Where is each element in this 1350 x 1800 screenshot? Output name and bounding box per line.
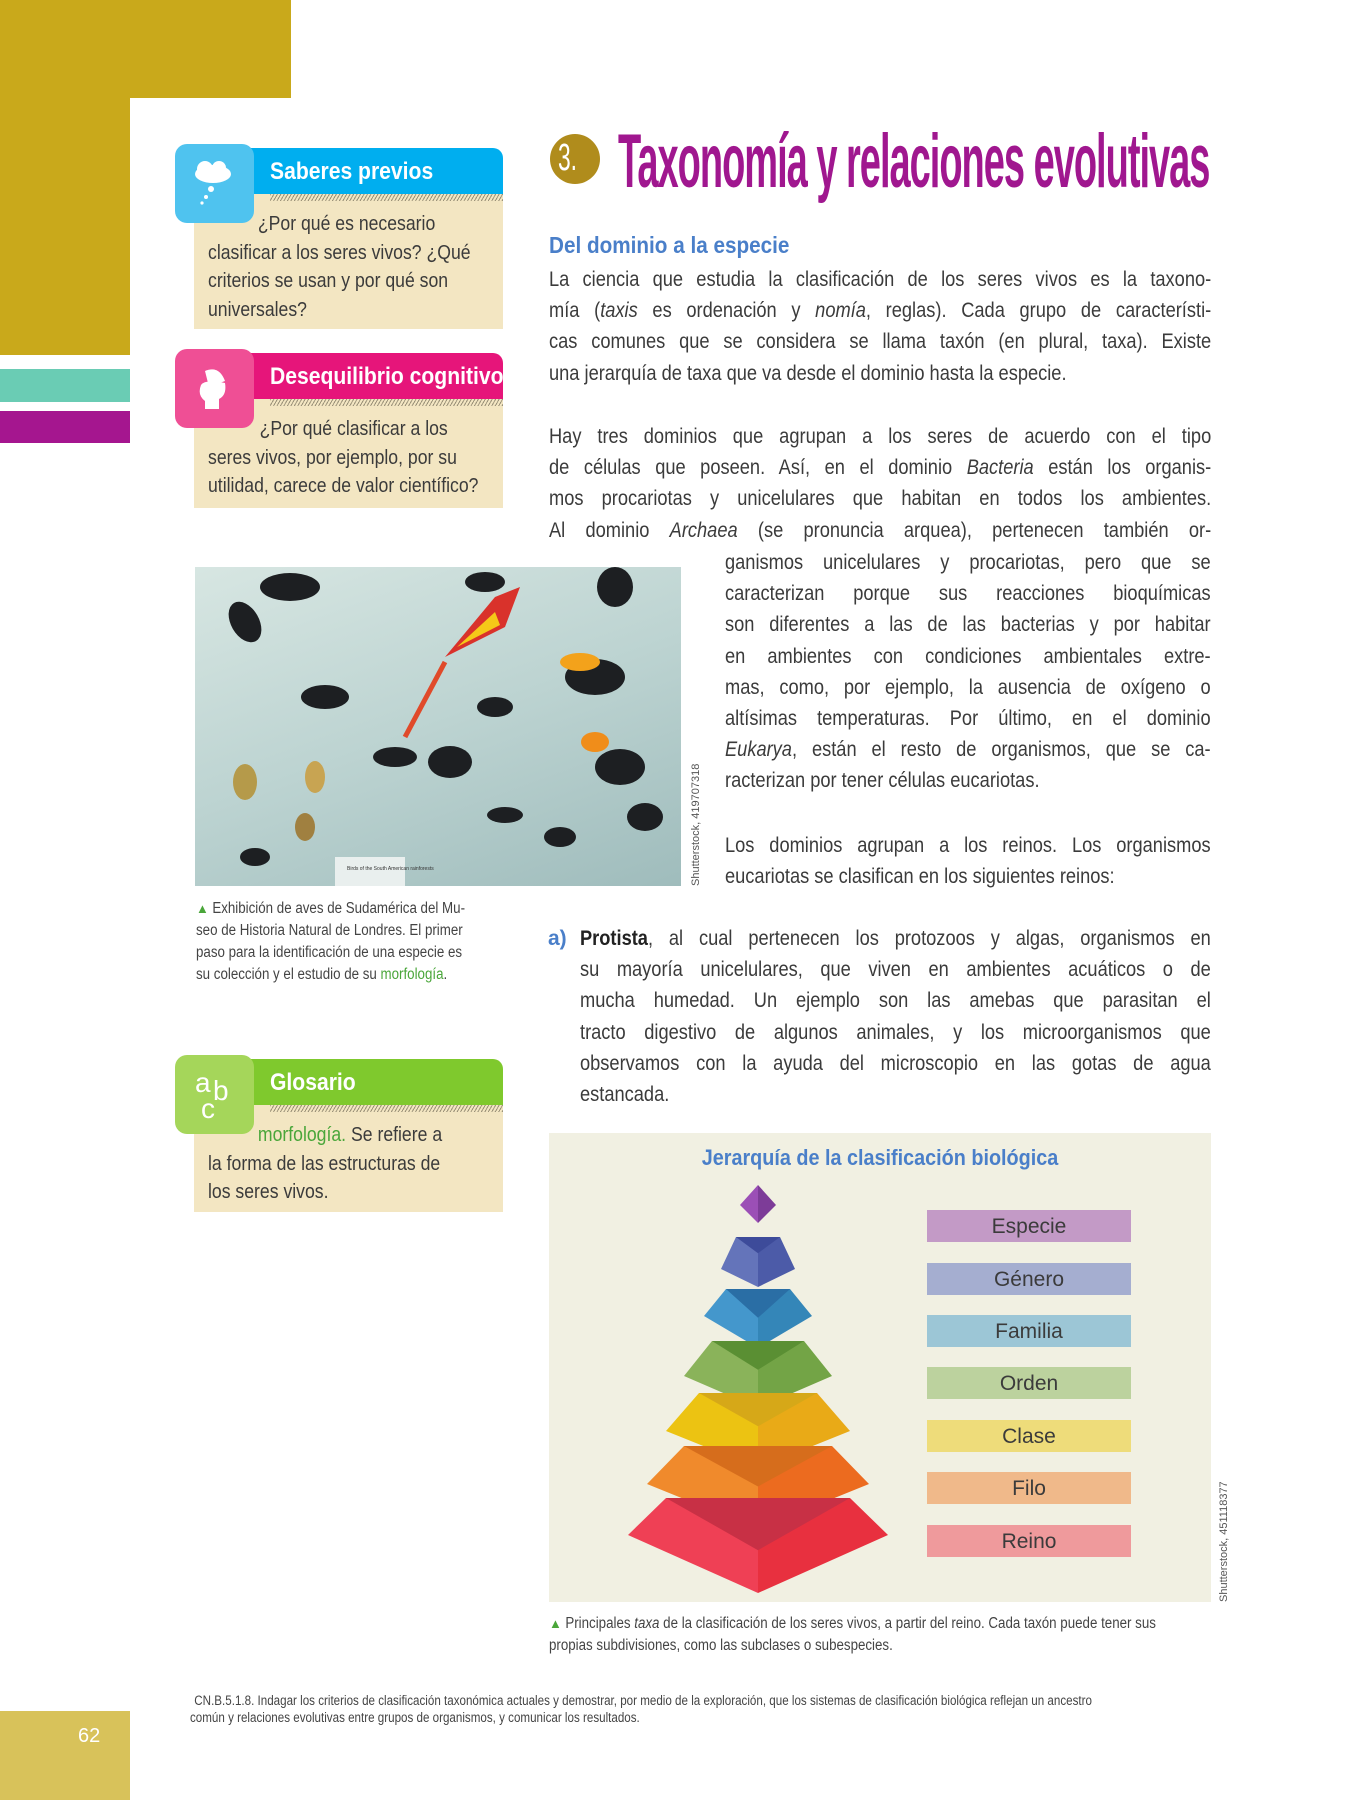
box-header: Saberes previos [270, 158, 434, 185]
text-line [725, 765, 1211, 796]
text-segment: , están el resto de organismos, que se ca- [791, 737, 1211, 762]
box-header: Desequilibrio cognitivo [270, 363, 504, 390]
caption-triangle-icon: ▲ [549, 1616, 562, 1631]
text-line [549, 358, 1211, 389]
text-line [208, 1150, 442, 1179]
text-segment: los seres vivos. [208, 1180, 329, 1204]
text-segment: su mayoría unicelulares, que viven en ambientes acuáticos o de [580, 957, 1211, 982]
text-segment: CN.B.5.1.8. Indagar los criterios de clasificación taxonómica actuales y demostrar, por medio de la exploración, que los sistemas de clasificación biológica reflejan un ancestro [194, 1693, 1092, 1708]
text-segment: su colección y el estudio de su [196, 966, 381, 983]
curriculum-standard [190, 1692, 1239, 1726]
birds-illustration [195, 567, 681, 886]
text-segment: Los dominios agrupan a los reinos. Los organismos [725, 833, 1211, 857]
text-segment: ¿Por qué es necesario [257, 212, 436, 235]
taxon-label-reino: Reino [927, 1525, 1131, 1557]
text-segment: universales? [208, 298, 307, 322]
text-segment: de la clasificación de los seres vivos, a partir del reino. Cada taxón puede tener sus [659, 1615, 1156, 1632]
desequilibrio-cognitivo-box [194, 353, 503, 508]
taxon-label-clase: Clase [927, 1420, 1131, 1452]
text-segment: Bacteria [966, 455, 1034, 480]
head-icon [175, 349, 254, 428]
text-segment: propias subdivisiones, como las subclases o subespecies. [549, 1637, 893, 1654]
taxon-label-especie: Especie [927, 1210, 1131, 1242]
bird-exhibit-photo [195, 567, 681, 886]
text-line [549, 452, 1211, 483]
text-line [549, 1635, 1156, 1657]
text-segment: es ordenación y [637, 298, 816, 323]
text-segment: común y relaciones evolutivas entre grupos de organismos, y comunicar los resultados. [190, 1710, 640, 1725]
text-line [549, 421, 1211, 452]
page-number: 62 [78, 1725, 101, 1747]
text-segment: ¿Por qué clasificar a los [259, 417, 448, 440]
list-marker: a) [548, 927, 567, 950]
text-segment: Principales [565, 1615, 635, 1632]
text-line [208, 444, 478, 473]
text-segment: cas comunes que se considera se llama taxón (en plural, taxa). Existe [549, 329, 1212, 354]
text-segment: Hay tres dominios que agrupan a los seres de acuerdo con el tipo [549, 424, 1212, 448]
pyramid-level-especie [758, 1185, 776, 1223]
text-line [580, 1017, 1211, 1048]
text-line [725, 547, 1211, 578]
text-segment: caracterizan porque sus reacciones bioquímicas [725, 581, 1211, 606]
text-segment: Se refiere a [346, 1123, 443, 1146]
text-segment: observamos con la ayuda del microscopio en las gotas de agua [580, 1050, 1211, 1075]
text-line [549, 515, 1211, 546]
taxon-label-filo: Filo [927, 1472, 1131, 1504]
text-segment: seres vivos, por ejemplo, por su [208, 445, 457, 469]
text-segment: estancada. [580, 1081, 670, 1106]
paragraph-domains-cont [725, 547, 1297, 797]
paragraph-intro [549, 264, 1329, 389]
diagram-credit: Shutterstock, 451118377 [1218, 1481, 1230, 1602]
text-segment: mas, como, por ejemplo, la ausencia de oxígeno o [725, 674, 1211, 699]
text-line [190, 1692, 1092, 1709]
text-segment: , al cual pertenecen los protozoos y algas, organismos en [647, 926, 1211, 950]
text-segment: una jerarquía de taxa que va desde el dominio hasta la especie. [549, 360, 1067, 385]
text-segment: seo de Historia Natural de Londres. El primer [196, 922, 463, 939]
text-segment: criterios se usan y por qué son [208, 269, 449, 293]
text-line [190, 1709, 1092, 1726]
text-segment: taxa [634, 1615, 660, 1632]
abc-icon [175, 1055, 254, 1134]
text-line [580, 954, 1211, 985]
left-margin-band [0, 0, 130, 355]
photo-credit: Shutterstock, 419707318 [690, 763, 702, 886]
text-segment: morfología [380, 966, 444, 983]
text-segment: Exhibición de aves de Sudamérica del Mu- [212, 900, 466, 917]
text-line [725, 578, 1211, 609]
text-segment: en ambientes con condiciones ambientales extre- [725, 643, 1211, 668]
text-line [549, 326, 1211, 357]
section-number-badge [550, 134, 600, 184]
text-line [196, 898, 465, 920]
text-line [208, 472, 478, 501]
caption-triangle-icon: ▲ [196, 901, 209, 916]
text-segment: . [443, 966, 448, 983]
text-line [725, 703, 1211, 734]
paragraph-kingdoms [725, 830, 1297, 892]
teal-stripe [0, 369, 130, 402]
text-segment: mía ( [549, 298, 601, 323]
diagram-caption [549, 1613, 1255, 1657]
text-segment: tracto digestivo de algunos animales, y los microorganismos que [580, 1019, 1211, 1044]
text-segment: mos procariotas y unicelulares que habitan en todos los ambientes. [549, 486, 1212, 511]
taxon-label-orden: Orden [927, 1367, 1131, 1399]
text-segment: nomía [815, 298, 866, 323]
saberes-previos-box [194, 148, 503, 329]
text-segment: La ciencia que estudia la clasificación de los seres vivos es la taxono- [549, 267, 1212, 291]
text-segment: morfología. [257, 1123, 347, 1146]
section-subheading: Del dominio a la especie [549, 232, 790, 258]
paragraph-domains [549, 421, 1329, 546]
text-segment: taxis [600, 298, 638, 323]
taxon-label-familia: Familia [927, 1315, 1131, 1347]
text-segment: Archaea [669, 517, 738, 542]
glosario-box [194, 1059, 503, 1212]
page-number-block [0, 1711, 130, 1800]
text-line [549, 483, 1211, 514]
diagram-title: Jerarquía de la clasificación biológica [701, 1145, 1059, 1170]
text-line [549, 264, 1211, 295]
text-segment: paso para la identificación de una especie es [196, 944, 463, 961]
text-segment: , reglas). Cada grupo de característi- [865, 298, 1212, 323]
taxonomy-diagram [549, 1133, 1211, 1602]
section-number: 3. [558, 137, 578, 179]
text-segment: eucariotas se clasifican en los siguientes reinos: [725, 864, 1115, 889]
text-line [725, 672, 1211, 703]
text-line [196, 920, 465, 942]
text-line [549, 1613, 1156, 1635]
photo-caption [196, 898, 509, 986]
text-segment: Al dominio [549, 517, 670, 542]
text-line [196, 964, 465, 986]
text-line [196, 942, 465, 964]
icon-letter: a [195, 1067, 211, 1098]
box-text [208, 1121, 480, 1207]
text-segment: están los organis- [1033, 455, 1212, 480]
text-segment: altísimas temperaturas. Por último, en el dominio [725, 705, 1211, 730]
text-segment: Eukarya [725, 737, 792, 762]
icon-letter: b [213, 1075, 229, 1106]
pyramid-level-especie [740, 1185, 758, 1223]
text-segment: la forma de las estructuras de [208, 1151, 441, 1175]
text-segment: son diferentes a las de las bacterias y por habitar [725, 612, 1211, 637]
box-header: Glosario [270, 1069, 356, 1096]
text-line [725, 734, 1211, 765]
box-text [208, 415, 523, 501]
page-title: Taxonomía y relaciones evolutivas [618, 119, 1210, 204]
purple-stripe [0, 411, 130, 443]
text-line [725, 830, 1211, 861]
text-segment: de células que poseen. Así, en el dominio [549, 455, 967, 480]
list-item-protista [580, 923, 1323, 1110]
text-segment: mucha humedad. Un ejemplo son las amebas que parasitan el [580, 988, 1211, 1013]
text-line [725, 641, 1211, 672]
text-line [208, 296, 471, 325]
text-segment: Protista [580, 926, 648, 950]
text-segment: clasificar a los seres vivos? ¿Qué [208, 240, 471, 264]
text-segment: racterizan por tener células eucariotas. [725, 768, 1040, 793]
taxon-label-género: Género [927, 1263, 1131, 1295]
text-line [549, 295, 1211, 326]
box-text [208, 210, 513, 325]
text-line [208, 239, 471, 268]
text-line [725, 609, 1211, 640]
text-segment: utilidad, carece de valor científico? [208, 474, 479, 498]
text-line [580, 923, 1211, 954]
text-line [580, 1048, 1211, 1079]
text-line [580, 985, 1211, 1016]
text-line [725, 861, 1211, 892]
icon-letter: c [201, 1093, 215, 1124]
text-line [580, 1079, 1211, 1110]
text-line [208, 267, 471, 296]
text-line [208, 1178, 442, 1207]
text-segment: (se pronuncia arquea), pertenecen también or- [737, 517, 1212, 542]
exhibit-sign: Birds of the South American rainforests [347, 866, 434, 872]
text-segment: ganismos unicelulares y procariotas, pero que se [725, 550, 1211, 574]
thought-cloud-icon [175, 144, 254, 223]
